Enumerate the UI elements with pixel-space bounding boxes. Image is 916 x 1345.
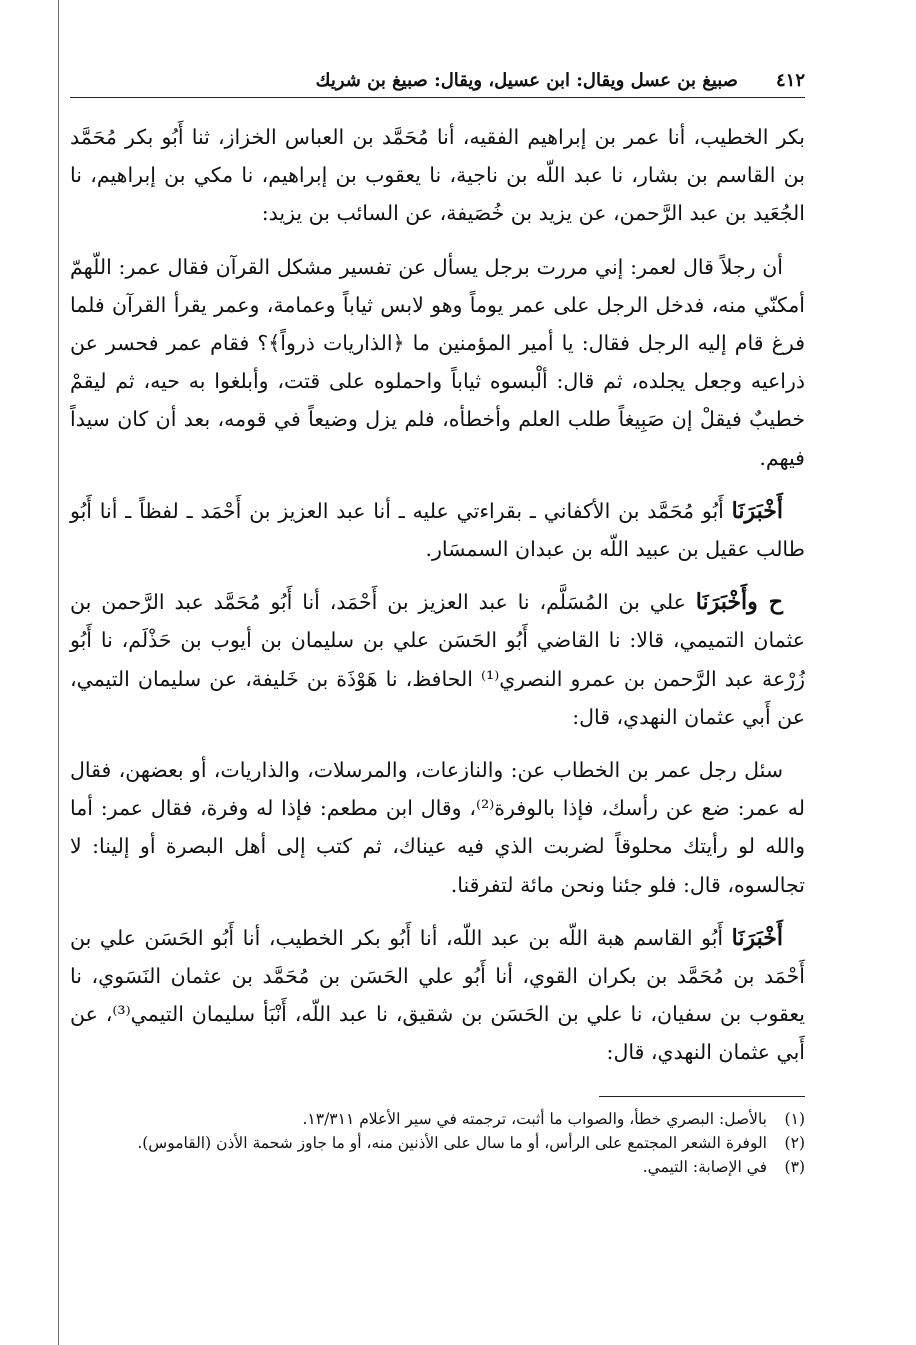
footnote-number: (٢) [784,1133,805,1152]
paragraph [70,919,805,1072]
page-header [70,70,805,98]
paragraph [70,248,805,477]
page-number: ٤١٢ [775,70,805,91]
paragraph-lead: ح وأَخْبَرَنَا [695,589,783,616]
running-title: صبيغ بن عسل ويقال: ابن عسيل، ويقال: صبيغ بن شريك [315,70,738,91]
footnote [70,1131,805,1155]
footnote-number: (٣) [784,1157,805,1176]
paragraph-text: أن رجلاً قال لعمر: إني مررت برجل يسأل عن تفسير مشكل القرآن فقال عمر: اللّهمّ أمكنّي منه، فدخل الرجل على عمر يوماً وهو لابس ثياباً وعمامة، وعمر يقرأ القرآن فلما فرغ قام إليه الرجل فقال: يا أمير المؤمنين ما ﴿الذاريات ذرواً﴾؟ فقام عمر فحسر عن ذراعيه وجعل يجلده، ثم قال: ألْبسوه ثياباً واحملوه على قتت، وأبلغوا به حيه، ثم ليقمْ خطيبٌ فيقلْ إن صَبِيغاً طلب العلم وأخطأه، فلم يزل وضيعاً في قومه، بعد أن كان سيداً فيهم. [70,254,805,470]
paragraph [70,118,805,233]
paragraph [70,583,805,736]
footnote-text: الوفرة الشعر المجتمع على الرأس، أو ما سال على الأذنين منه، أو ما جاوز شحمة الأذن (القاموس). [137,1133,767,1152]
paragraph-text: بكر الخطيب، أنا عمر بن إبراهيم الفقيه، أنا مُحَمَّد بن العباس الخزاز، ثنا أَبُو بكر مُحَمَّد بن القاسم بن بشار، نا عبد اللّه بن ناجية، نا يعقوب بن إبراهيم، نا مكي بن إبراهيم، نا الجُعَيد بن عبد الرَّحمن، عن يزيد بن خُصَيفة، عن السائب بن يزيد: [70,125,805,226]
paragraph-text: سئل رجل عمر بن الخطاب عن: والنازعات، والمرسلات، والذاريات، أو بعضهن، فقال له عمر: ضع عن رأسك، فإذا بالوفرة⁽²⁾، وقال ابن مطعم: فإذا له وفرة، فقال عمر: أما والله لو رأيتك محلوقاً لضربت الذي فيه عيناك، ثم كتب إلى أهل البصرة أو إلينا: لا تجالسوه، قال: فلو جئنا ونحن مائة لتفرقنا. [70,758,805,897]
paragraph-lead: أَخْبَرَنَا [731,924,783,951]
footnote [70,1155,805,1179]
scan-gutter-line [58,0,59,1345]
footnote-number: (١) [784,1109,805,1128]
footnote [70,1107,805,1131]
main-text [70,118,805,1072]
book-page [70,70,805,1179]
footnote-separator [599,1096,805,1097]
footnotes [70,1107,805,1179]
footnote-text: بالأصل: البصري خطأ، والصواب ما أثبت، ترجمته في سير الأعلام ١٣/٣١١. [302,1109,767,1128]
paragraph-text: أَبُو القاسم هبة اللّه بن عبد اللّه، أنا أَبُو بكر الخطيب، أنا أَبُو الحَسَن علي بن أَحْمَد بن مُحَمَّد بن بكران القوي، أنا أَبُو علي الحَسَن بن مُحَمَّد بن عثمان النَسَوي، نا يعقوب بن سفيان، نا علي بن الحَسَن بن شقيق، نا عبد اللّه، أَنْبَأ سليمان التيمي⁽³⁾، عن أَبي عثمان النهدي، قال: [70,925,805,1065]
paragraph [70,492,805,568]
paragraph-text: أَبُو مُحَمَّد بن الأكفاني ـ بقراءتي عليه ـ أنا عبد العزيز بن أَحْمَد ـ لفظاً ـ أنا أَبُو طالب عقيل بن عبيد اللّه بن عبدان السمسَار. [70,498,805,562]
footnote-text: في الإصابة: التيمي. [642,1157,767,1176]
paragraph [70,751,805,904]
paragraph-text: علي بن المُسَلَّم، نا عبد العزيز بن أَحْمَد، أنا أَبُو مُحَمَّد عبد الرَّحمن بن عثمان التميمي، قالا: نا القاضي أَبُو الحَسَن علي بن سليمان بن أيوب بن حَذْلَم، نا أَبُو زُرْعة عبد الرَّحمن بن عمرو النصري⁽¹⁾ الحافظ، نا هَوْذَة بن خَليفة، عن سليمان التيمي، عن أَبي عثمان النهدي، قال: [70,590,805,729]
paragraph-lead: أَخْبَرَنَا [731,497,783,524]
